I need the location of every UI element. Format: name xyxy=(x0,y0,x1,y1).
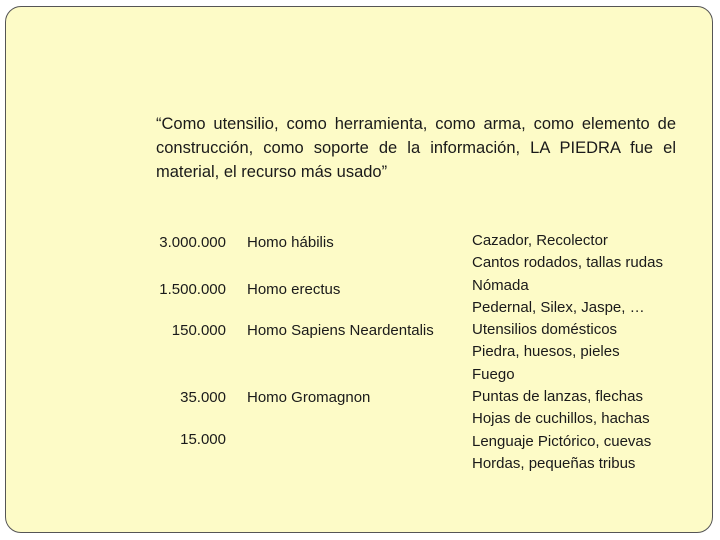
trait-item: Cantos rodados, tallas rudas xyxy=(472,254,663,272)
traits-column xyxy=(472,230,663,475)
trait-item: Lenguaje Pictórico, cuevas xyxy=(472,432,652,450)
trait-item: Utensilios domésticos xyxy=(472,321,618,339)
species-label: Homo Gromagnon xyxy=(247,389,371,406)
species-label: Homo erectus xyxy=(247,281,341,298)
trait-item: Hordas, pequeñas tribus xyxy=(472,454,636,472)
trait-item: Hojas de cuchillos, hachas xyxy=(472,410,650,428)
year-label: 35.000 xyxy=(180,389,226,406)
species-label: Homo Sapiens Neardentalis xyxy=(247,322,434,339)
year-label: 150.000 xyxy=(171,322,226,339)
species-label: Homo hábilis xyxy=(247,234,334,251)
year-label: 15.000 xyxy=(180,431,226,448)
trait-item: Piedra, huesos, pieles xyxy=(472,343,620,361)
year-label: 3.000.000 xyxy=(159,234,226,251)
trait-item: Pedernal, Silex, Jaspe, … xyxy=(472,298,645,316)
quote-text: “Como utensilio, como herramienta, como arma, como elemento de construcción, como soporte de la información, LA PIEDRA fue el material, el recurso más usado” xyxy=(156,115,676,181)
trait-item: Nómada xyxy=(472,276,529,294)
trait-item: Fuego xyxy=(472,365,515,383)
trait-item: Cazador, Recolector xyxy=(472,232,608,249)
trait-item: Puntas de lanzas, flechas xyxy=(472,388,643,406)
year-label: 1.500.000 xyxy=(159,281,226,298)
